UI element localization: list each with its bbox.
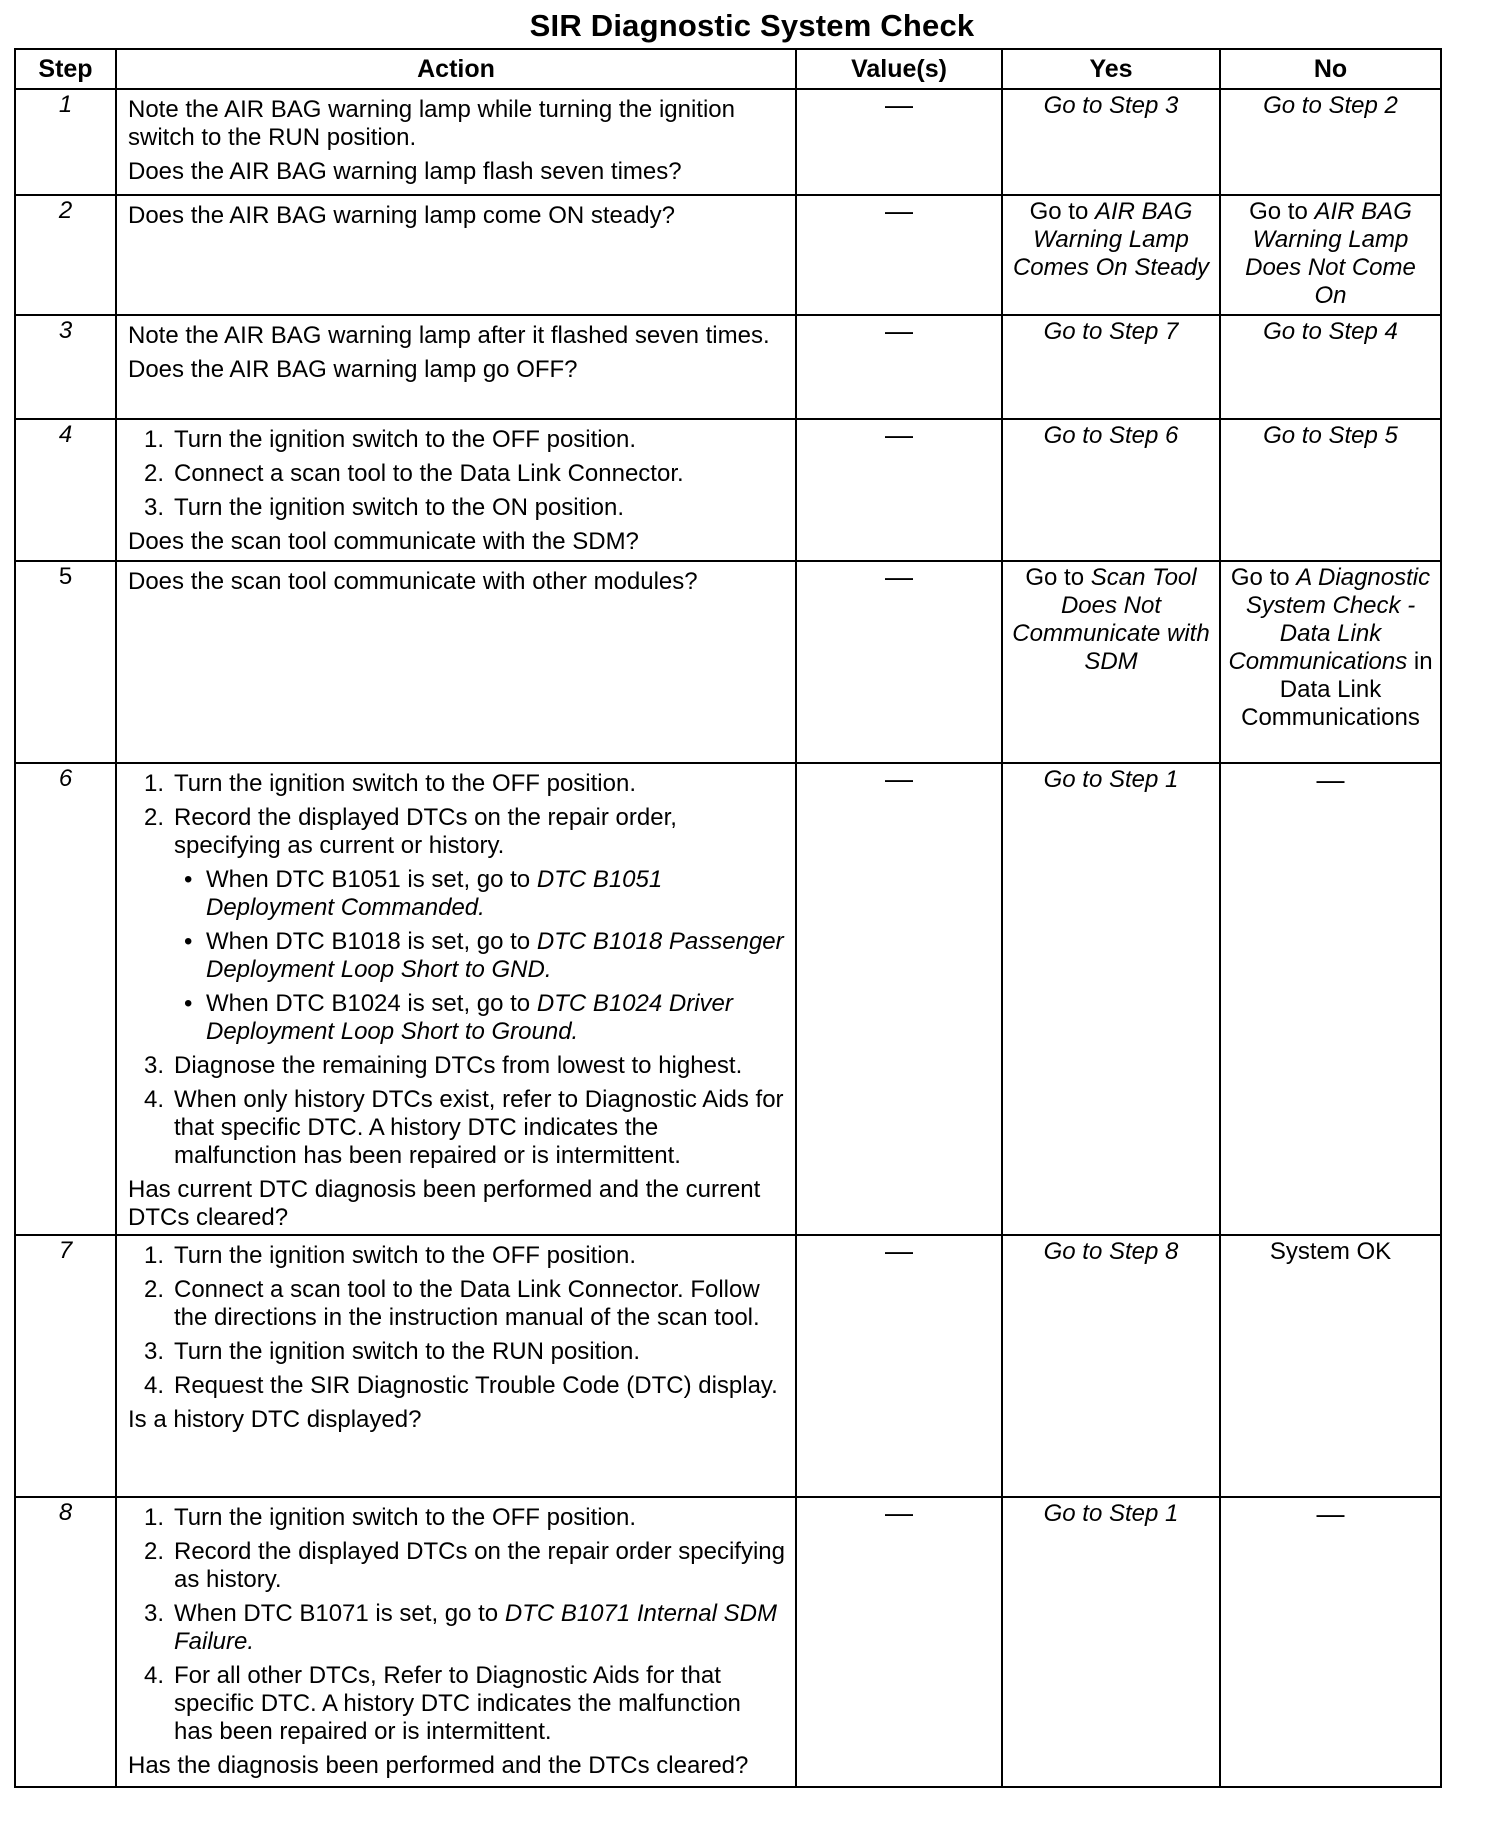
no-reference: A Diagnostic System Check - Data Link Communications	[1228, 564, 1431, 675]
list-item: 2. Connect a scan tool to the Data Link Connector. Follow the directions in the instruction manual of the scan tool.	[144, 1276, 760, 1331]
action-steps	[128, 1504, 785, 1746]
list-item: 2. Connect a scan tool to the Data Link Connector.	[144, 460, 684, 487]
list-item-text: Turn the ignition switch to the RUN position.	[174, 1338, 640, 1365]
no-cell: —	[1220, 1497, 1441, 1787]
yes-cell: Go to Step 8	[1002, 1235, 1220, 1497]
value-cell: —	[796, 561, 1002, 763]
dtc-bullets	[174, 866, 785, 1046]
list-item: 4. Request the SIR Diagnostic Trouble Code (DTC) display.	[144, 1372, 778, 1399]
action-cell	[116, 561, 796, 763]
bullet-item	[184, 990, 785, 1046]
no-prefix: Go to	[1230, 564, 1297, 591]
yes-prefix: Go to	[1025, 564, 1091, 591]
list-item-text: Turn the ignition switch to the OFF position.	[174, 770, 636, 797]
value-cell: —	[796, 89, 1002, 195]
value-cell: —	[796, 419, 1002, 561]
value-cell: —	[796, 1497, 1002, 1787]
list-item: 2. Record the displayed DTCs on the repair order, specifying as current or history. • When DTC B1051 is set, go to DTC B1051 Deployment Commanded. • When DTC B1018 is set, go to DTC B1018 Passenger Deployment Loop Short to GND. • When DTC B1024 is set, go to DTC B1024 Driver Deployment Loop Short to Ground.	[144, 804, 785, 1046]
list-item-text: Turn the ignition switch to the OFF position.	[174, 1242, 636, 1269]
page-title: SIR Diagnostic System Check	[529, 8, 975, 43]
yes-cell: Go to Step 6	[1002, 419, 1220, 561]
list-item: 4. For all other DTCs, Refer to Diagnostic Aids for that specific DTC. A history DTC indicates the malfunction has been repaired or is intermittent.	[144, 1662, 741, 1745]
no-reference: AIR BAG Warning Lamp Does Not Come On	[1245, 198, 1416, 309]
list-item: 1. Turn the ignition switch to the OFF position.	[144, 1242, 636, 1269]
yes-reference: Scan Tool Does Not Communicate with SDM	[1012, 564, 1210, 675]
header-action: Action	[116, 49, 796, 89]
yes-cell: Go to Step 7	[1002, 315, 1220, 419]
action-cell	[116, 763, 796, 1235]
yes-reference: AIR BAG Warning Lamp Comes On Steady	[1012, 198, 1210, 281]
no-cell: Go to Step 5	[1220, 419, 1441, 561]
step-number: 8	[15, 1497, 116, 1787]
no-cell: System OK	[1220, 1235, 1441, 1497]
table-row	[15, 195, 1441, 315]
header-yes: Yes	[1002, 49, 1220, 89]
list-item: 2. Record the displayed DTCs on the repair order specifying as history.	[144, 1538, 785, 1593]
list-item-text: Request the SIR Diagnostic Trouble Code (DTC) display.	[174, 1372, 778, 1399]
table-row	[15, 89, 1441, 195]
yes-cell	[1002, 561, 1220, 763]
table-row	[15, 763, 1441, 1235]
header-step: Step	[15, 49, 116, 89]
table-row	[15, 1235, 1441, 1497]
value-cell: —	[796, 763, 1002, 1235]
list-item: 3. Turn the ignition switch to the ON position.	[144, 494, 624, 521]
yes-prefix: Go to	[1029, 198, 1095, 225]
value-cell: —	[796, 195, 1002, 315]
action-cell	[116, 89, 796, 195]
list-item-text: Record the displayed DTCs on the repair order specifying as history.	[174, 1538, 785, 1593]
list-item-text: Connect a scan tool to the Data Link Connector. Follow the directions in the instruction manual of the scan tool.	[174, 1276, 760, 1331]
action-question: Does the AIR BAG warning lamp go OFF?	[128, 356, 578, 383]
bullet-prefix: When DTC B1018 is set, go to	[206, 928, 537, 955]
action-question: Has the diagnosis been performed and the DTCs cleared?	[128, 1752, 749, 1779]
bullet-prefix: When DTC B1051 is set, go to	[206, 866, 537, 893]
no-cell	[1220, 561, 1441, 763]
yes-cell: Go to Step 3	[1002, 89, 1220, 195]
action-cell	[116, 195, 796, 315]
action-steps	[128, 1242, 785, 1400]
dtc-reference: DTC B1051 Deployment Commanded.	[206, 866, 663, 921]
action-steps	[128, 770, 785, 1170]
action-text: Note the AIR BAG warning lamp after it flashed seven times.	[128, 322, 770, 349]
bullet-item	[184, 928, 785, 984]
list-item-text: For all other DTCs, Refer to Diagnostic Aids for that specific DTC. A history DTC indicates the malfunction has been repaired or is intermittent.	[174, 1662, 741, 1745]
table-row	[15, 1497, 1441, 1787]
list-item-text: Record the displayed DTCs on the repair order, specifying as current or history.	[174, 804, 677, 859]
bullet-prefix: When DTC B1024 is set, go to	[206, 990, 537, 1017]
header-no: No	[1220, 49, 1441, 89]
action-question: Does the scan tool communicate with the SDM?	[128, 528, 639, 555]
action-question: Does the AIR BAG warning lamp flash seven times?	[128, 158, 682, 185]
action-cell	[116, 1235, 796, 1497]
list-item: 4. When only history DTCs exist, refer to Diagnostic Aids for that specific DTC. A history DTC indicates the malfunction has been repaired or is intermittent.	[144, 1086, 784, 1169]
list-item-text: Turn the ignition switch to the ON position.	[174, 494, 624, 521]
yes-cell: Go to Step 1	[1002, 1497, 1220, 1787]
list-item: 1. Turn the ignition switch to the OFF position.	[144, 770, 636, 797]
table-row	[15, 561, 1441, 763]
list-item-text: Connect a scan tool to the Data Link Connector.	[174, 460, 684, 487]
no-prefix: Go to	[1249, 198, 1315, 225]
list-item-prefix: When DTC B1071 is set, go to	[174, 1600, 505, 1627]
dtc-reference: DTC B1018 Passenger Deployment Loop Short to GND.	[206, 928, 784, 983]
action-steps	[128, 426, 785, 522]
step-number: 5	[15, 561, 116, 763]
diagnostic-table	[14, 48, 1442, 1788]
action-cell	[116, 419, 796, 561]
action-cell	[116, 1497, 796, 1787]
action-cell	[116, 315, 796, 419]
table-row	[15, 419, 1441, 561]
list-item: 3. Diagnose the remaining DTCs from lowest to highest.	[144, 1052, 743, 1079]
step-number: 4	[15, 419, 116, 561]
step-number: 2	[15, 195, 116, 315]
step-number: 6	[15, 763, 116, 1235]
list-item-text: Turn the ignition switch to the OFF position.	[174, 1504, 636, 1531]
header-values: Value(s)	[796, 49, 1002, 89]
no-cell	[1220, 195, 1441, 315]
dtc-reference: DTC B1071 Internal SDM Failure.	[174, 1600, 777, 1655]
action-question: Does the scan tool communicate with other modules?	[128, 568, 698, 595]
list-item-text: When only history DTCs exist, refer to Diagnostic Aids for that specific DTC. A history DTC indicates the malfunction has been repaired or is intermittent.	[174, 1086, 784, 1169]
action-question: Does the AIR BAG warning lamp come ON steady?	[128, 202, 675, 229]
action-text: Note the AIR BAG warning lamp while turning the ignition switch to the RUN position.	[128, 96, 735, 151]
no-suffix: in Data Link Communications	[1241, 648, 1433, 731]
yes-cell	[1002, 195, 1220, 315]
table-row	[15, 315, 1441, 419]
step-number: 3	[15, 315, 116, 419]
step-number: 1	[15, 89, 116, 195]
action-question: Has current DTC diagnosis been performed and the current DTCs cleared?	[128, 1176, 761, 1231]
table-header-row	[15, 49, 1441, 89]
list-item: 1. Turn the ignition switch to the OFF position.	[144, 426, 636, 453]
step-number: 7	[15, 1235, 116, 1497]
yes-cell: Go to Step 1	[1002, 763, 1220, 1235]
no-cell: Go to Step 4	[1220, 315, 1441, 419]
list-item: 1. Turn the ignition switch to the OFF position.	[144, 1504, 636, 1531]
action-question: Is a history DTC displayed?	[128, 1406, 422, 1433]
list-item: 3. When DTC B1071 is set, go to DTC B1071 Internal SDM Failure.	[144, 1600, 777, 1655]
bullet-item	[184, 866, 785, 922]
list-item: 3. Turn the ignition switch to the RUN position.	[144, 1338, 640, 1365]
no-cell: —	[1220, 763, 1441, 1235]
list-item-text: Turn the ignition switch to the OFF position.	[174, 426, 636, 453]
no-cell: Go to Step 2	[1220, 89, 1441, 195]
value-cell: —	[796, 315, 1002, 419]
dtc-reference: DTC B1024 Driver Deployment Loop Short to Ground.	[206, 990, 733, 1045]
value-cell: —	[796, 1235, 1002, 1497]
list-item-text: Diagnose the remaining DTCs from lowest to highest.	[174, 1052, 743, 1079]
